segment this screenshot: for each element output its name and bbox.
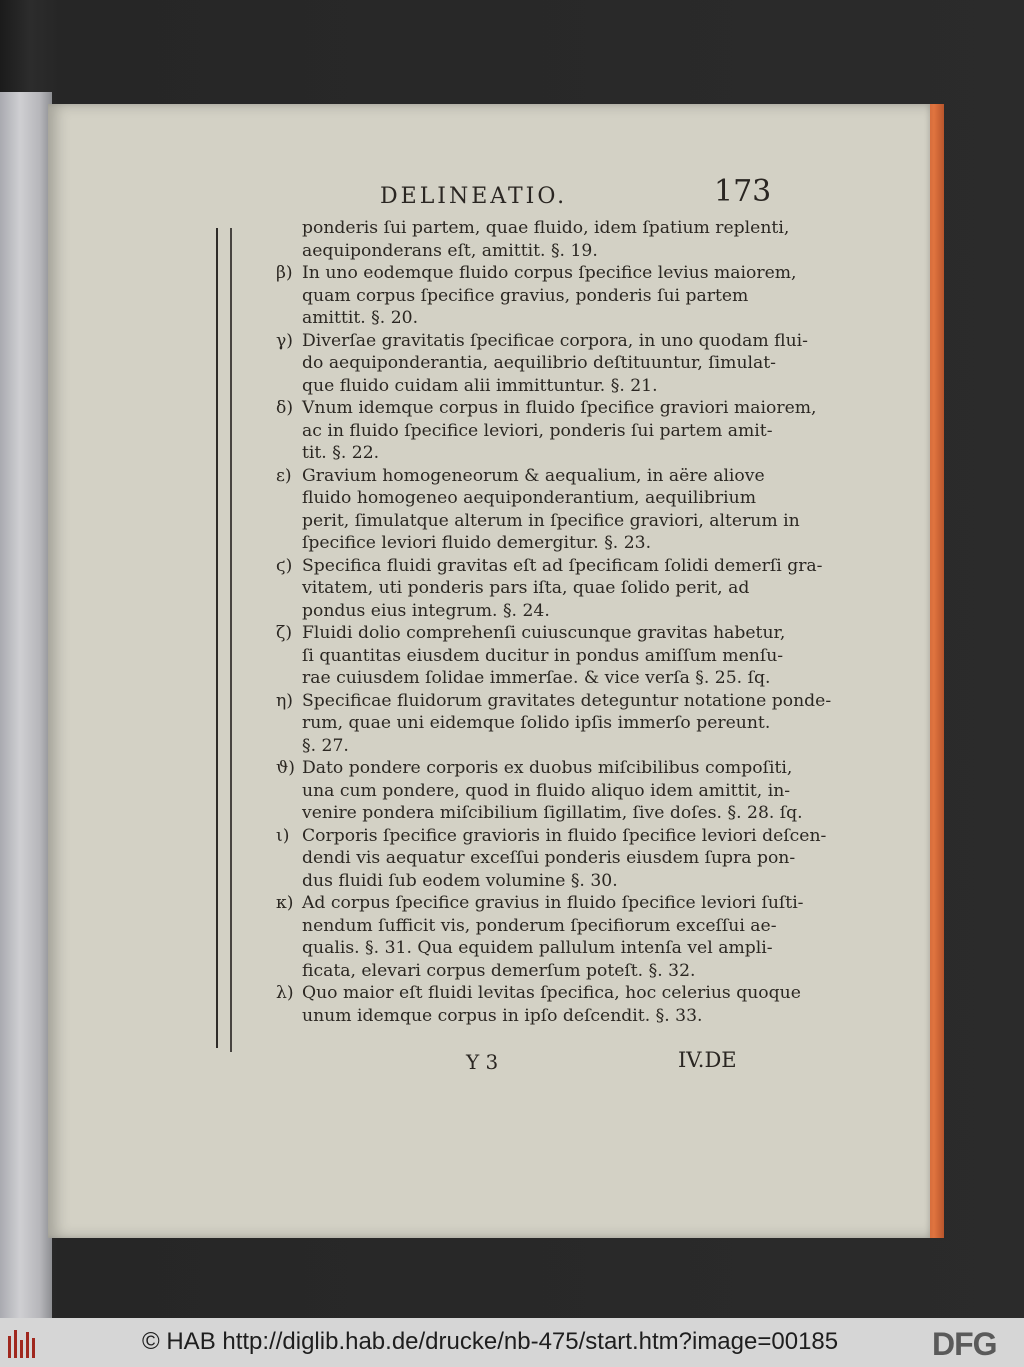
previous-page-edge — [0, 92, 52, 1318]
item-line: Diverſae gravitatis ſpecificae corpora, in uno quodam flui- — [302, 330, 808, 351]
running-head: DELINEATIO. — [380, 184, 568, 209]
signature-mark: Y 3 — [466, 1050, 499, 1074]
item-label: ϑ) — [276, 758, 295, 778]
item-line: una cum pondere, quod in fluido aliquo idem amittit, in- — [302, 780, 791, 801]
item-line: unum idemque corpus in ipſo deſcendit. §. 33. — [302, 1005, 703, 1026]
item-line: Vnum idemque corpus in fluido ſpecifice graviori maiorem, — [302, 398, 817, 418]
item-label: β) — [276, 263, 293, 283]
item-line: Ad corpus ſpecifice gravius in fluido ſpecifice leviori ſuſti- — [302, 893, 804, 913]
item-label: γ) — [276, 330, 293, 351]
item-line: do aequiponderantia, aequilibrio deſtituuntur, ſimulat- — [302, 353, 776, 373]
enumerated-item — [276, 397, 817, 465]
item-line: Quo maior eſt fluidi levitas ſpecifica, hoc celerius quoque — [302, 983, 801, 1003]
item-label: δ) — [276, 398, 294, 418]
item-line: amittit. §. 20. — [302, 308, 419, 328]
item-line: pondus eius integrum. §. 24. — [302, 600, 550, 621]
item-label: ε) — [276, 465, 292, 486]
item-label: ϛ) — [276, 555, 293, 576]
item-line: que fluido cuidam alii immittuntur. §. 21. — [302, 375, 658, 396]
enumerated-item — [276, 330, 808, 398]
item-line: venire pondera miſcibilium ſigillatim, ſive doſes. §. 28. ſq. — [302, 803, 803, 823]
enumerated-item — [276, 892, 804, 982]
item-line: dendi vis aequatur exceſſui ponderis eiusdem ſupra pon- — [302, 848, 796, 868]
margin-rule-inner — [230, 228, 232, 1052]
item-label: ζ) — [276, 623, 293, 643]
enumerated-item — [276, 982, 801, 1027]
item-label — [276, 217, 302, 240]
item-line: Specifica fluidi gravitas eſt ad ſpecificam ſolidi demerſi gra- — [302, 555, 823, 576]
enumerated-item — [276, 262, 797, 330]
item-line: In uno eodemque fluido corpus ſpecifice levius maiorem, — [302, 263, 797, 283]
item-line: quam corpus ſpecifice gravius, ponderis ſui partem — [302, 285, 749, 306]
item-line: rae cuiusdem ſolidae immerſae. & vice verſa §. 25. ſq. — [302, 668, 771, 688]
enumerated-item — [276, 825, 827, 893]
item-line: aequiponderans eſt, amittit. §. 19. — [302, 240, 598, 261]
item-line: ficata, elevari corpus demerſum poteſt. §. 32. — [302, 960, 696, 981]
item-line: dus fluidi ſub eodem volumine §. 30. — [302, 870, 618, 891]
item-label: ι) — [276, 825, 290, 846]
enumerated-item — [276, 555, 823, 623]
enumerated-item — [276, 690, 832, 758]
enumerated-item — [276, 757, 803, 825]
item-label: λ) — [276, 983, 294, 1003]
item-line: vitatem, uti ponderis pars iſta, quae ſolido perit, ad — [302, 578, 750, 598]
item-line: Fluidi dolio comprehenſi cuiuscunque gravitas habetur, — [302, 623, 786, 643]
book-page — [48, 104, 930, 1238]
item-line: nendum ſufficit vis, ponderum ſpecifiorum exceſſui ae- — [302, 915, 777, 936]
item-line: rum, quae uni eidemque ſolido ipſis immerſo pereunt. — [302, 713, 771, 733]
enumerated-item — [276, 217, 790, 262]
hab-logo-icon — [6, 1328, 40, 1358]
item-line: Specificae fluidorum gravitates deteguntur notatione ponde- — [302, 690, 832, 711]
item-line: ſpecifice leviori fluido demergitur. §. 23. — [302, 533, 652, 553]
item-line: §. 27. — [302, 735, 349, 756]
item-line: Dato pondere corporis ex duobus miſcibilibus compoſiti, — [302, 758, 793, 778]
item-line: tit. §. 22. — [302, 443, 380, 463]
enumerated-item — [276, 622, 786, 690]
item-line: Corporis ſpecifice gravioris in fluido ſpecifice leviori deſcen- — [302, 825, 827, 846]
copyright-link[interactable]: © HAB http://diglib.hab.de/drucke/nb-475/start.htm?image=00185 — [142, 1328, 839, 1355]
item-label: κ) — [276, 893, 294, 913]
enumerated-item — [276, 465, 800, 555]
item-line: qualis. §. 31. Qua equidem pallulum intenſa vel ampli- — [302, 938, 773, 958]
item-line: ac in fluido ſpecifice leviori, ponderis ſui partem amit- — [302, 420, 773, 441]
viewer-footer — [0, 1318, 1024, 1367]
item-line: ponderis ſui partem, quae fluido, idem ſpatium replenti, — [302, 218, 790, 238]
item-label: η) — [276, 690, 294, 711]
item-line: ſi quantitas eiusdem ducitur in pondus amiſſum menſu- — [302, 645, 784, 666]
catchword: IV.DE — [678, 1048, 737, 1072]
page-number: 173 — [714, 174, 772, 209]
item-line: Gravium homogeneorum & aequalium, in aëre aliove — [302, 465, 765, 486]
item-line: fluido homogeneo aequiponderantium, aequilibrium — [302, 488, 757, 508]
dfg-logo: DFG — [932, 1326, 997, 1362]
body-text — [276, 217, 832, 1027]
item-line: perit, ſimulatque alterum in ſpecifice graviori, alterum in — [302, 510, 800, 531]
margin-rule — [216, 228, 218, 1048]
